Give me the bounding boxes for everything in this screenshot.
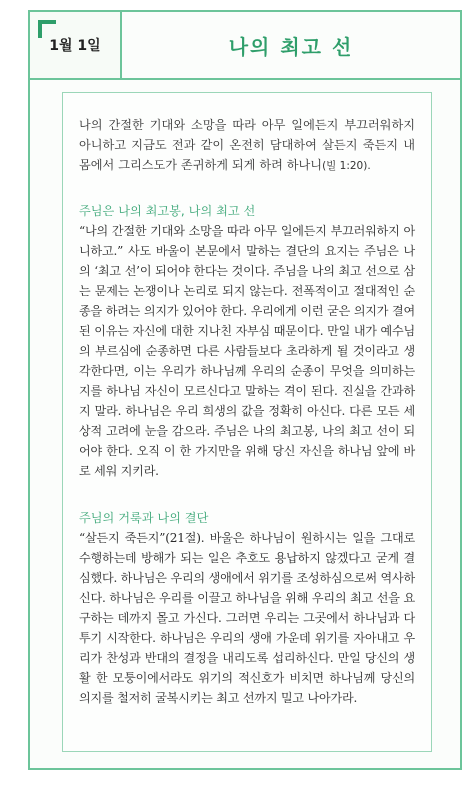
verse-reference: (빌 1:20). bbox=[322, 160, 371, 172]
verse-text: 나의 간절한 기대와 소망을 따라 아무 일에든지 부끄러워하지 아니하고 지금도 전과 같이 온전히 담대하여 살든지 죽든지 내 몸에서 그리스도가 존귀하게 되게 하려 하나니 bbox=[79, 118, 415, 172]
section-text: “나의 간절한 기대와 소망을 따라 아무 일에든지 부끄러워하지 아니하고.” 사도 바울이 본문에서 말하는 결단의 요지는 주님은 나의 ‘최고 선’이 되어야 한다는 것이다. 주님을 나의 최고 선으로 삼는 문제는 논쟁이나 논리로 되지 않는다. 전폭적이고 절대적인 순종을 하려는 의지가 있어야 한다. 우리에게 이런 굳은 의지가 결여된 이유는 자신에 대한 지나친 자부심 때문이다. 만일 내가 예수님의 부르심에 순종하면 다른 사람들보다 초라하게 될 것이라고 생각한다면, 이는 우리가 하나님께 우리의 순종이 무엇을 의미하는지를 하나님 자신이 모르신다고 말하는 격이 된다. 진실을 간과하지 말라. 하나님은 우리 희생의 값을 정확히 아신다. 다른 모든 세상적 고려에 눈을 감으라. 주님은 나의 최고봉, 나의 최고 선이 되어야 한다. 오직 이 한 가지만을 위해 당신 자신을 하나님 앞에 바로 세워 지키라. bbox=[79, 224, 415, 478]
section-title: 주님은 나의 최고봉, 나의 최고 선 bbox=[79, 204, 256, 218]
content-box bbox=[62, 92, 432, 752]
section-text: “살든지 죽든지”(21절). 바울은 하나님이 원하시는 일을 그대로 수행하는데 방해가 되는 일은 추호도 용납하지 않겠다고 굳게 결심했다. 하나님은 우리의 생애에서 위기를 조성하심으로써 역사하신다. 하나님은 우리를 이끌고 하나님을 위해 우리의 최고 선을 요구하는 데까지 몰고 가신다. 그러면 우리는 그곳에서 하나님과 다투기 시작한다. 하나님은 우리의 생애 가운데 위기를 자아내고 우리가 찬성과 반대의 결정을 내리도록 섭리하신다. 만일 당신의 생활 한 모퉁이에서라도 위기의 적신호가 비치면 하나님께 당신의 의지를 철저히 굴복시키는 최고 선까지 밀고 나아가라. bbox=[79, 531, 415, 705]
section-2 bbox=[79, 509, 415, 708]
page-title: 나의 최고 선 bbox=[228, 34, 354, 59]
scripture-verse bbox=[79, 115, 415, 176]
date-label: 1월 1일 bbox=[30, 12, 122, 78]
section-1 bbox=[79, 202, 415, 481]
page-header bbox=[30, 12, 460, 80]
section-title: 주님의 거룩과 나의 결단 bbox=[79, 511, 209, 525]
devotional-page bbox=[28, 10, 462, 770]
